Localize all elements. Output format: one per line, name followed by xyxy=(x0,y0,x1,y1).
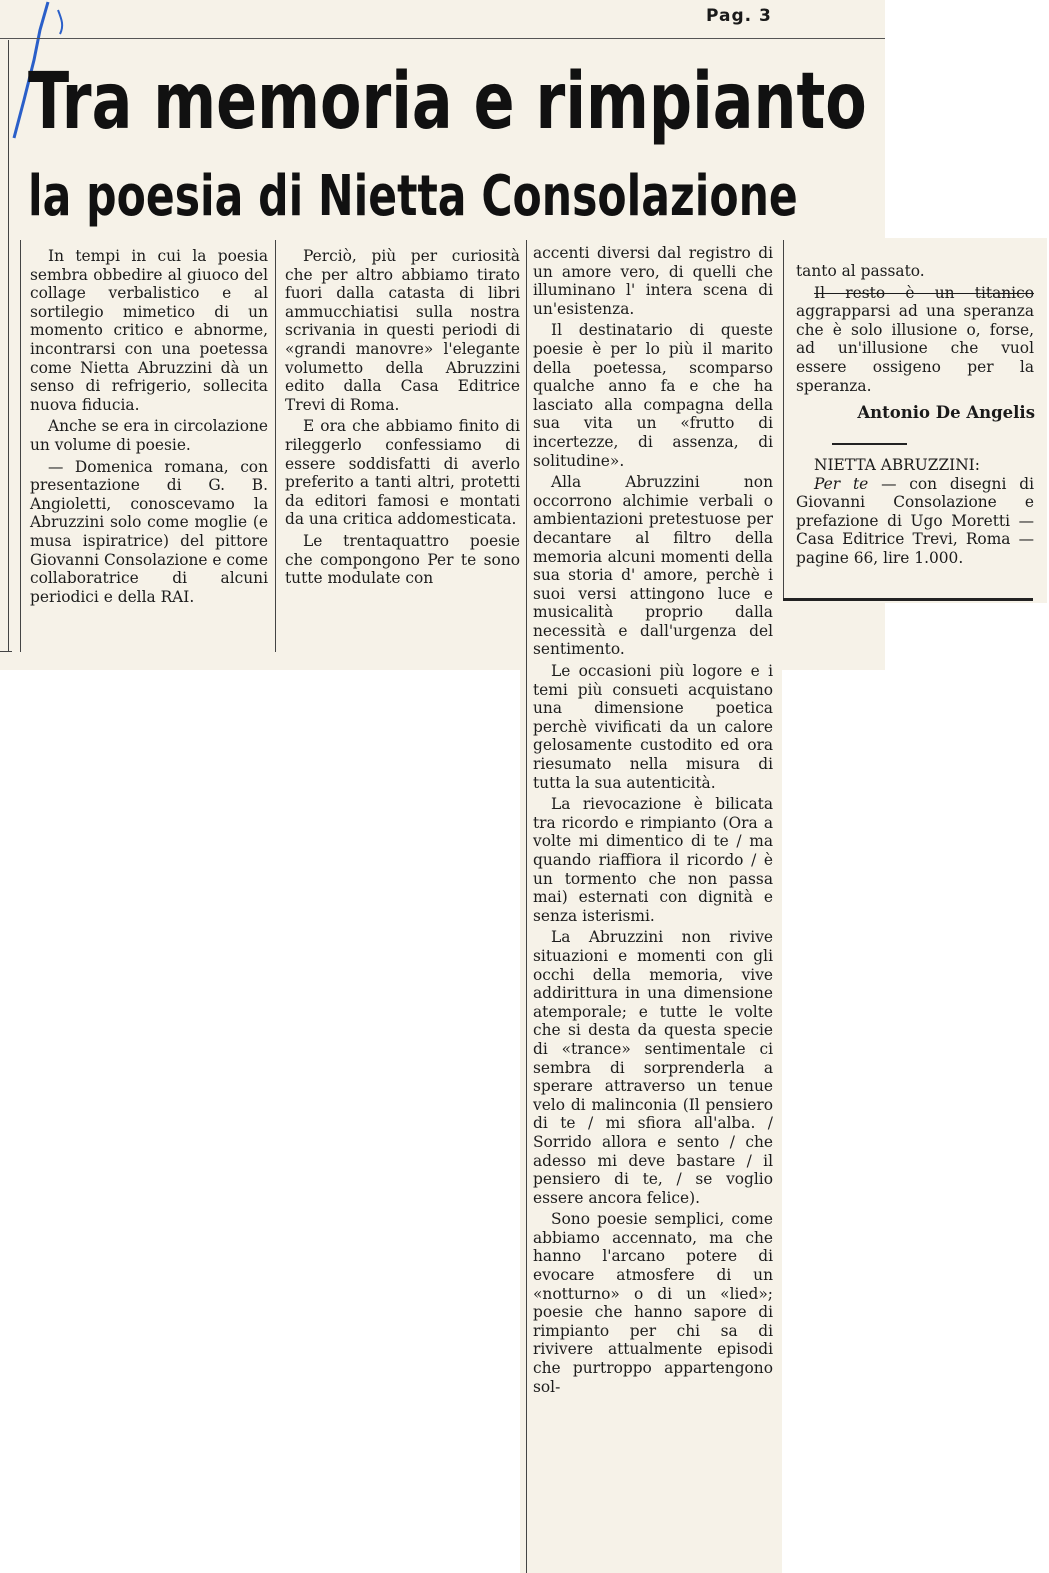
paragraph: La rievocazione è bilicata tra ricordo e rimpianto (Ora a volte mi dimentico di te / ma quando riaffiora il ricordo / è un tormento che non passa mai) esternati con dignità e senza isterismi. xyxy=(533,795,773,925)
article-column-4 xyxy=(796,262,1034,395)
top-rule xyxy=(0,38,885,39)
paragraph-text: aggrapparsi ad una speranza che è solo illusione o, forse, ad un'illusione che vuol essere ossigeno per la speranza. xyxy=(796,302,1034,395)
left-border-rule xyxy=(8,40,9,652)
page-number: Pag. 3 xyxy=(706,6,772,26)
paragraph: La Abruzzini non rivive situazioni e momenti con gli occhi della memoria, vive addirittura in una dimensione atemporale; e tutte le volte che si desta da questa specie di «trance» sentimentale ci sembra di sorprenderla a sperare attraverso un tenue velo di malinconia (Il pensiero di te / mi sfiora all'alba. / Sorrido allora e sento / che adesso mi deve bastare / il pensiero di te, / se voglio essere ancora felice). xyxy=(533,928,773,1207)
book-author: NIETTA ABRUZZINI: xyxy=(814,456,980,474)
article-column-1 xyxy=(30,247,268,606)
book-details-text: — con disegni di Giovanni Consolazione e prefazione di Ugo Moretti — Casa Editrice Trevi, Roma — pagine 66, lire 1.000. xyxy=(796,474,1034,567)
author-byline: Antonio De Angelis xyxy=(857,403,1035,422)
paragraph: tanto al passato. xyxy=(796,262,925,280)
paragraph: Il destinatario di queste poesie è per lo più il marito della poetessa, scomparso qualche anno fa e che ha lasciato alla compagna della sua vita un «frutto di incertezze, di assenza, di solitudine». xyxy=(533,321,773,470)
paragraph: Alla Abruzzini non occorrono alchimie verbali o ambientazioni pretestuose per decantare al filtro della memoria alcuni momenti della sua storia d' amore, perchè i suoi versi attingono luce e musicalità proprio dalla necessità e dall'urgenza del sentimento. xyxy=(533,473,773,659)
paragraph xyxy=(796,284,1034,396)
byline-rule xyxy=(832,443,907,445)
column-rule-2 xyxy=(526,240,527,1573)
book-title: Per te xyxy=(814,474,869,493)
paragraph: Le occasioni più logore e i temi più consueti acquistano una dimensione poetica perchè vivificati da un calore gelosamente custodito ed ora riesumato nella misura di tutta la sua autenticità. xyxy=(533,662,773,792)
paragraph: E ora che abbiamo finito di rileggerlo confessiamo di essere soddisfatti di averlo preferito a tanti altri, protetti da editori famosi e montati da una critica addomesticata. xyxy=(285,417,520,529)
left-border-foot xyxy=(0,651,12,652)
paragraph: Le trentaquattro poesie che compongono Per te sono tutte modulate con xyxy=(285,531,520,588)
column-rule-3 xyxy=(783,240,784,598)
struck-text: Il resto è un titanico xyxy=(814,283,1034,302)
subheadline: la poesia di Nietta Consolazione xyxy=(28,164,798,229)
column-rule-0 xyxy=(20,240,21,652)
paragraph: — Domenica romana, con presentazione di G. B. Angioletti, conoscevamo la Abruzzini solo come moglie (e musa ispiratrice) del pittore Giovanni Consolazione e come collaboratrice di alcuni periodici e della RAI. xyxy=(30,457,269,606)
book-details xyxy=(796,475,1034,568)
paragraph: Anche se era in circolazione un volume di poesie. xyxy=(30,417,268,454)
paragraph: Sono poesie semplici, come abbiamo accennato, ma che hanno l'arcano potere di evocare atmosfere di un «notturno» o di un «lied»; poesie che hanno sapore di rimpianto per chi sa di rivivere attualmente episodi che purtroppo appartengono sol- xyxy=(533,1210,773,1396)
paragraph: accenti diversi dal registro di un amore vero, di quelli che illuminano l' intera scena di un'esistenza. xyxy=(533,244,773,318)
paragraph: Perciò, più per curiosità che per altro abbiamo tirato fuori dalla catasta di libri ammucchiatisi sulla nostra scrivania in questi periodi di «grandi manovre» l'elegante volumetto della Abruzzini edito dalla Casa Editrice Trevi di Roma. xyxy=(285,247,520,414)
book-reference xyxy=(796,456,1034,568)
column-rule-1 xyxy=(275,240,276,652)
headline: Tra memoria e rimpianto xyxy=(28,57,867,147)
article-column-2 xyxy=(285,247,520,588)
paragraph: In tempi in cui la poesia sembra obbedire al giuoco del collage verbalistico e al sortilegio mimetico di un momento critico e abnorme, incontrarsi con una poetessa come Nietta Abruzzini dà un senso di refrigerio, sollecita nuova fiducia. xyxy=(30,247,268,414)
bottom-rule xyxy=(783,598,1033,601)
article-column-3 xyxy=(533,244,773,1396)
